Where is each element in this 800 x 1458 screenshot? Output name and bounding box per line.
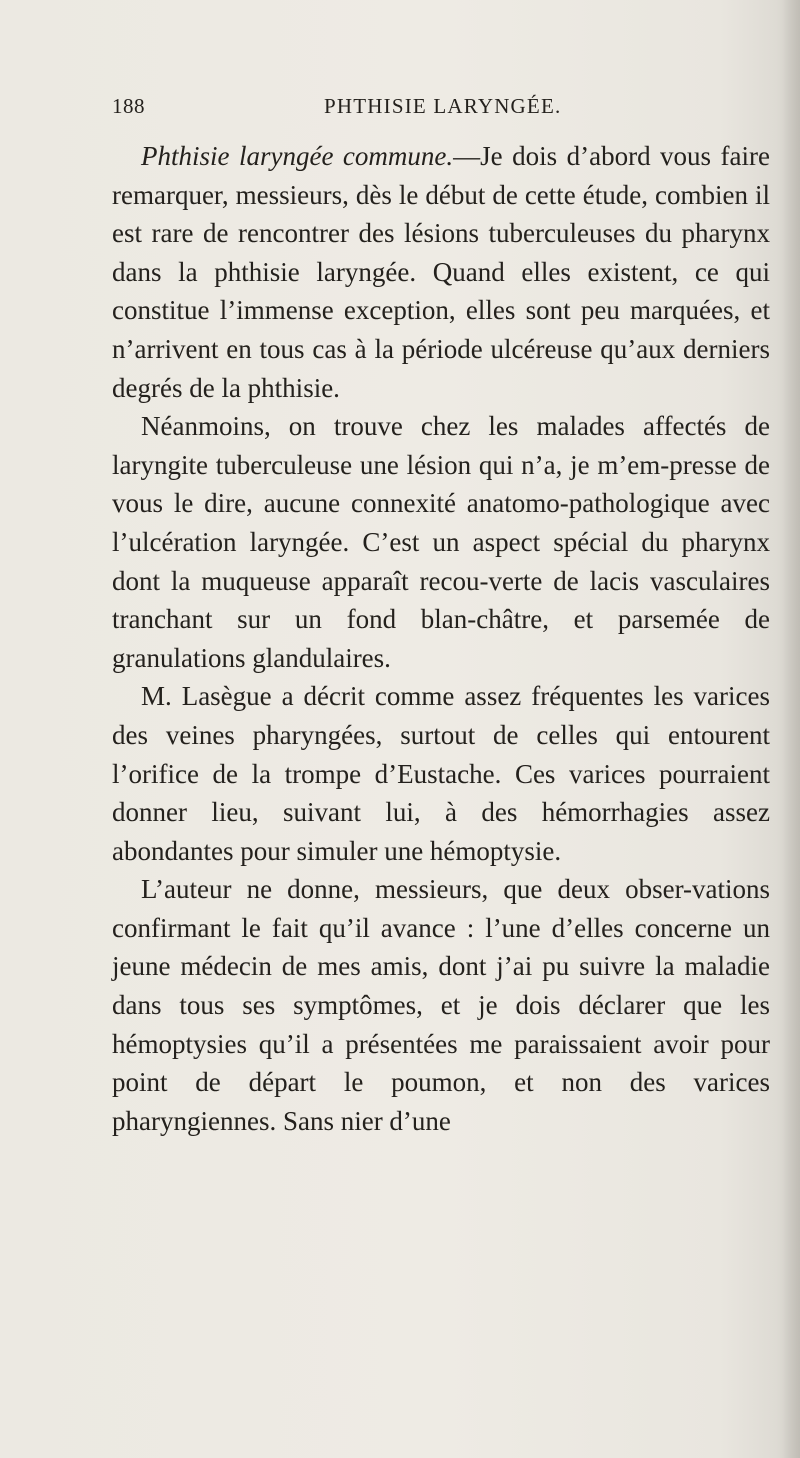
paragraph-4: L’auteur ne donne, messieurs, que deux obser-vations confirmant le fait qu’il avance : l’une d’elles concerne un jeune médecin de mes amis, dont j’ai pu suivre la maladie dans tous ses symptômes, et je dois déclarer que les hémoptysies qu’il a présentées me paraissaient avoir pour point de départ le poumon, et non des varices pharyngiennes. Sans nier d’une [112, 874, 770, 1136]
page-number: 188 [112, 94, 145, 118]
running-head [112, 94, 712, 126]
paragraph-1-text: —Je dois d’abord vous faire remarquer, messieurs, dès le début de cette étude, combien il est rare de rencontrer des lésions tuberculeuses du pharynx dans la phthisie laryngée. Quand elles existent, ce qui constitue l’immense exception, elles sont peu marquées, et n’arrivent en tous cas à la période ulcéreuse qu’aux derniers degrés de la phthisie. [112, 141, 770, 403]
section-lead: Phthisie laryngée commune. [141, 141, 454, 171]
paragraph-1 [112, 137, 770, 407]
page-edge-shadow [782, 0, 800, 1458]
running-title: PHTHISIE LARYNGÉE. [324, 94, 562, 118]
body-text [112, 137, 770, 1140]
paragraph-3: M. Lasègue a décrit comme assez fréquentes les varices des veines pharyngées, surtout de celles qui entourent l’orifice de la trompe d’Eustache. Ces varices pourraient donner lieu, suivant lui, à des hémorrhagies assez abondantes pour simuler une hémoptysie. [112, 681, 770, 866]
paragraph-2: Néanmoins, on trouve chez les malades affectés de laryngite tuberculeuse une lésion qui n’a, je m’em-presse de vous le dire, aucune connexité anatomo-pathologique avec l’ulcération laryngée. C’est un aspect spécial du pharynx dont la muqueuse apparaît recou-verte de lacis vasculaires tranchant sur un fond blan-châtre, et parsemée de granulations glandulaires. [112, 411, 770, 673]
